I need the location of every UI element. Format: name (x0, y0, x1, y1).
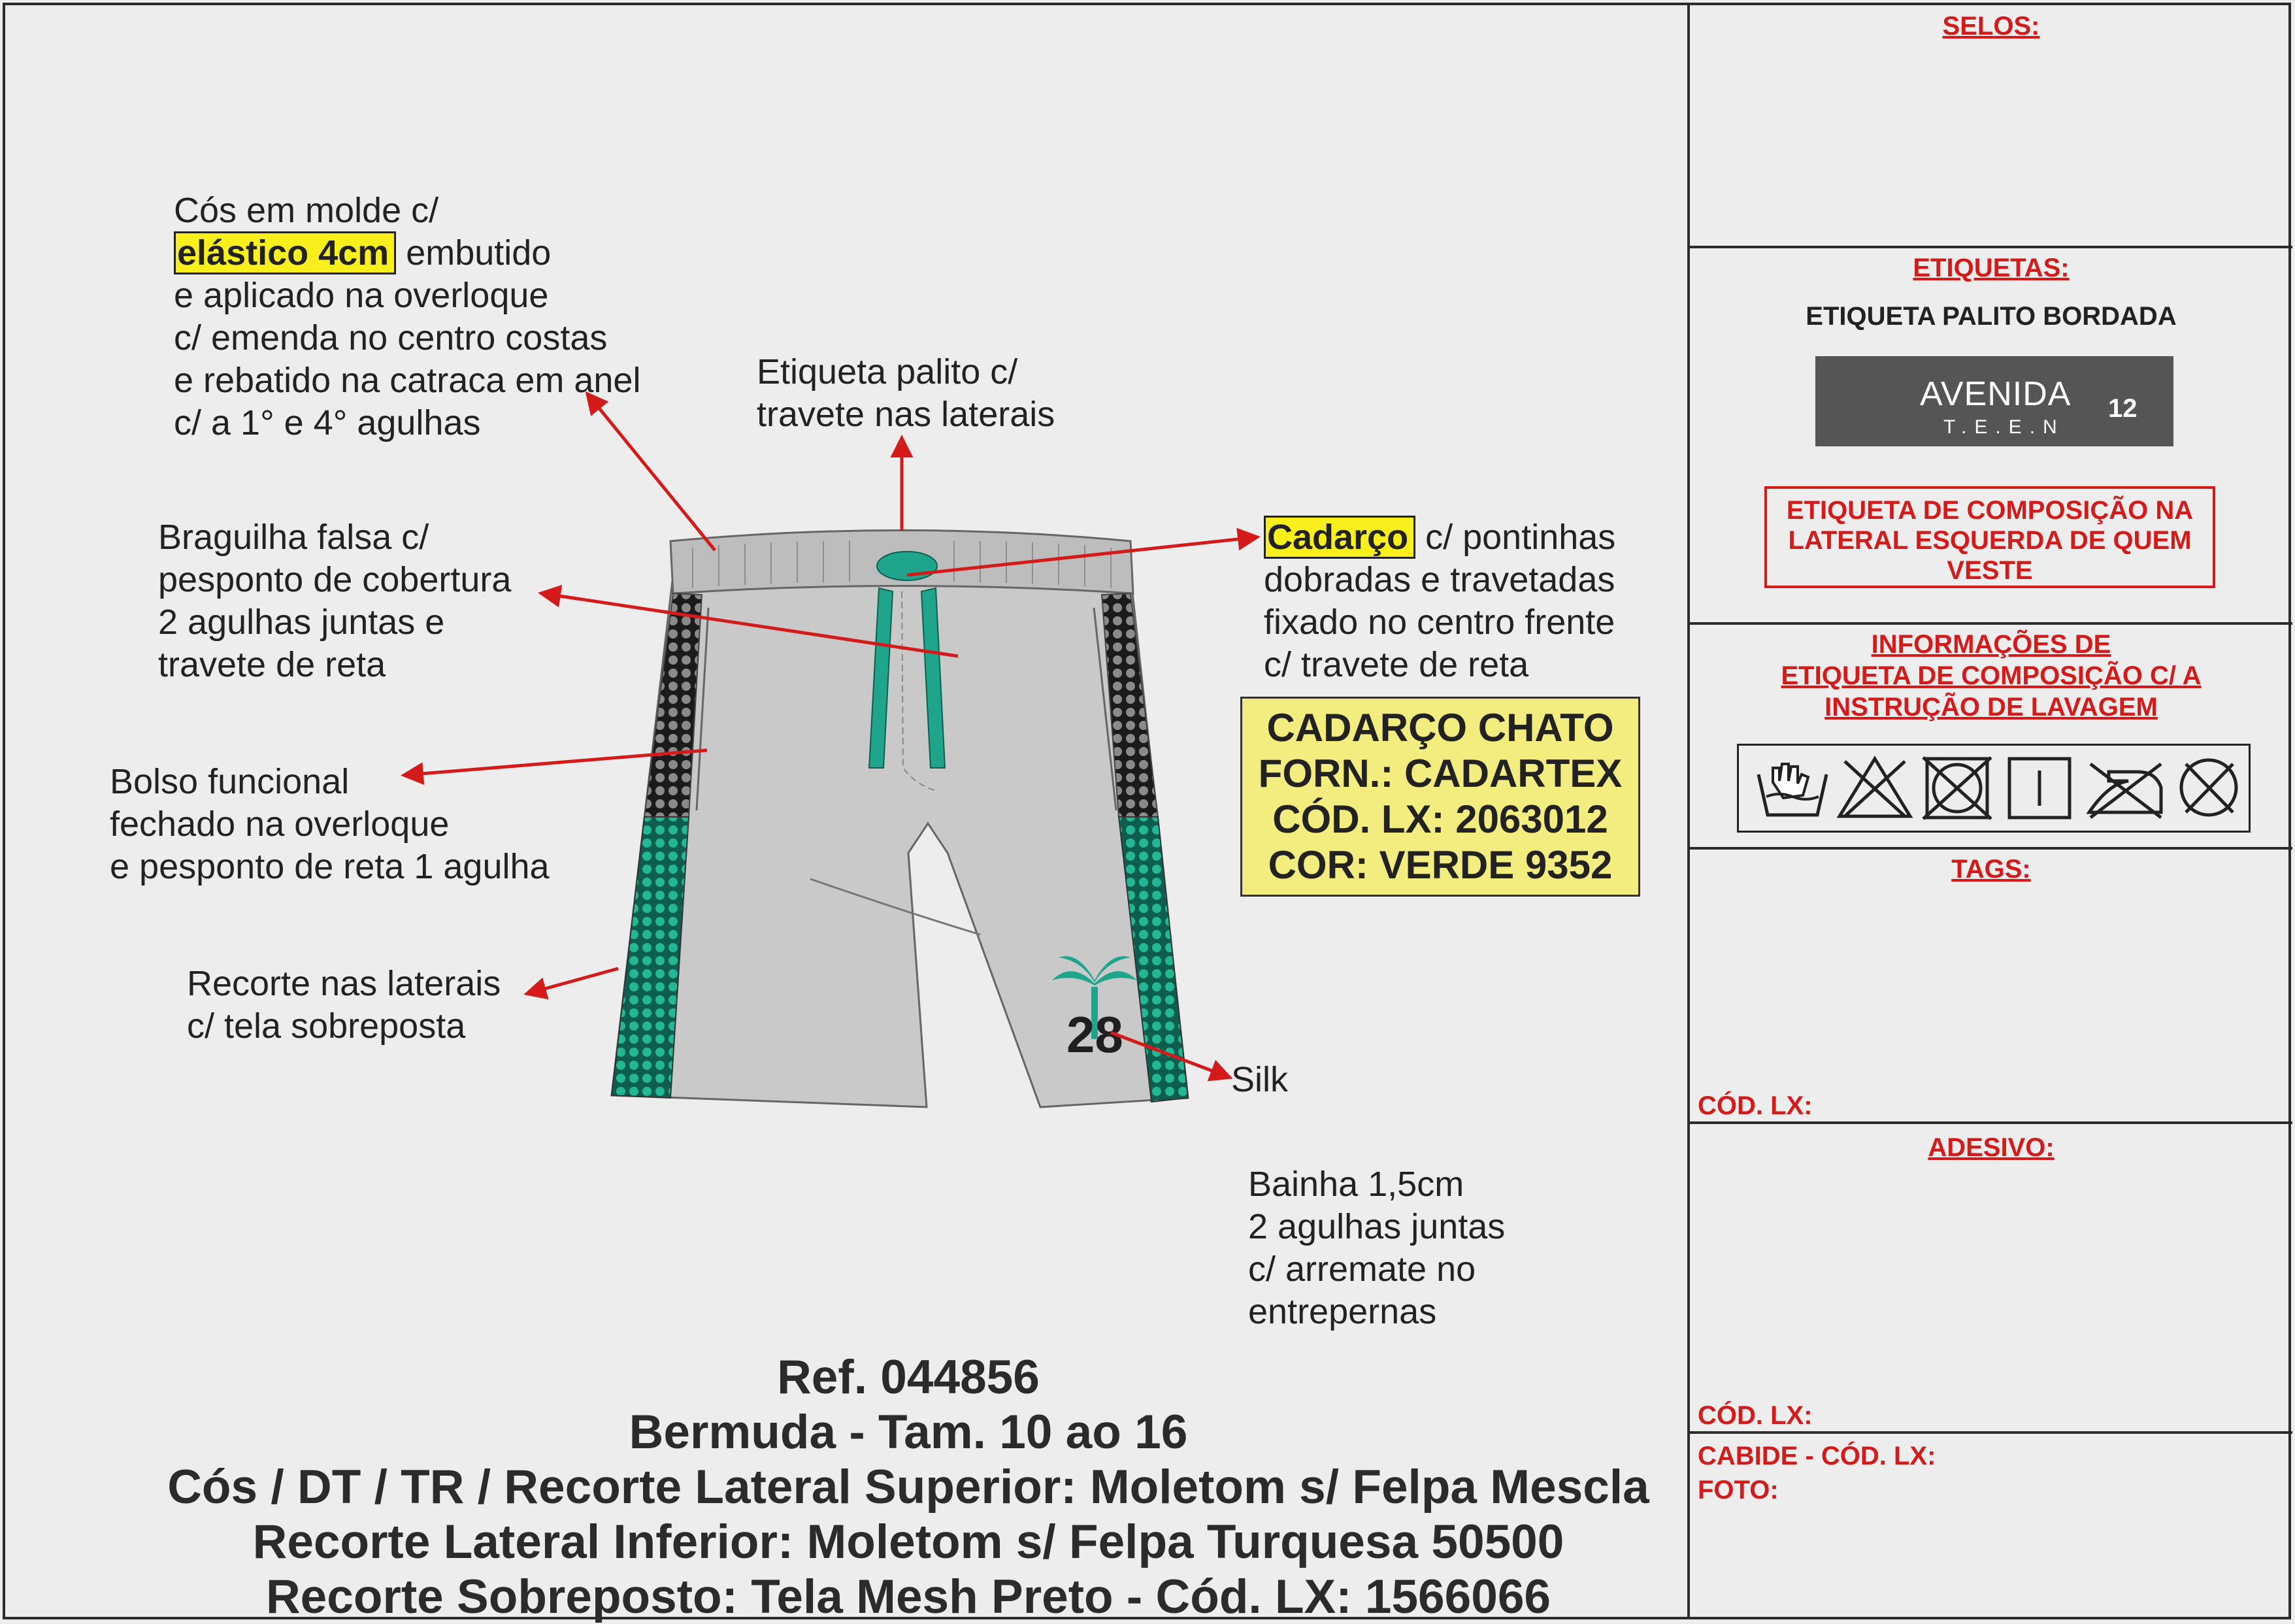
etiquetas-title: ETIQUETAS: (1913, 254, 2070, 282)
label-sub: T.E.E.N (1943, 416, 2065, 438)
note-cos: Cós em molde c/ elástico 4cm embutido e aplicado na overloque c/ emenda no centro costas e rebatido na catraca em anel c/ a 1° e 4° agulhas (174, 191, 641, 442)
do-not-bleach-icon (1836, 755, 1914, 820)
note-recorte: Recorte nas laterais c/ tela sobreposta (187, 964, 501, 1046)
composicao-box: ETIQUETA DE COMPOSIÇÃO NA LATERAL ESQUERDA DE QUEM VESTE (1764, 486, 2215, 588)
note-cadarco: Cadarço c/ pontinhas dobradas e travetadas fixado no centro frente c/ travete de reta (1264, 516, 1615, 686)
cabide-cod-lx: CABIDE - CÓD. LX: (1698, 1442, 1936, 1470)
silk-number: 28 (1066, 1006, 1123, 1063)
note-braguilha: Braguilha falsa c/ pesponto de cobertura 2 agulhas juntas e travete de reta (158, 518, 512, 684)
panel-divider-selos (1687, 246, 2292, 248)
label-size: 12 (2108, 394, 2138, 423)
reference-number: Ref. 044856 (777, 1351, 1040, 1404)
panel-divider-etiquetas (1687, 622, 2292, 625)
fabric-line-1: Cós / DT / TR / Recorte Lateral Superior: Moletom s/ Felpa Mescla (167, 1461, 1649, 1514)
brand-label (1815, 356, 2173, 446)
foto-label: FOTO: (1698, 1476, 1779, 1504)
hand-wash-icon (1753, 755, 1832, 820)
adesivo-cod-lx: CÓD. LX: (1698, 1401, 1813, 1430)
product-name: Bermuda - Tam. 10 ao 16 (629, 1406, 1188, 1459)
fabric-line-2: Recorte Lateral Inferior: Moletom s/ Felpa Turquesa 50500 (252, 1516, 1564, 1568)
do-not-dry-clean-icon (2173, 755, 2245, 820)
info-title-2: ETIQUETA DE COMPOSIÇÃO C/ A (1781, 661, 2202, 690)
panel-divider-info (1687, 847, 2292, 850)
cadarco-spec-box: CADARÇO CHATO FORN.: CADARTEX CÓD. LX: 2063012 COR: VERDE 9352 (1240, 697, 1640, 897)
tags-title: TAGS: (1951, 855, 2031, 884)
drawstring-knot (877, 552, 937, 580)
do-not-iron-icon (2083, 755, 2168, 820)
adesivo-title: ADESIVO: (1928, 1133, 2055, 1162)
note-silk: Silk (1231, 1060, 1289, 1099)
label-brand: AVENIDA (1920, 375, 2072, 413)
note-bainha: Bainha 1,5cm 2 agulhas juntas c/ arremate no entrepernas (1248, 1165, 1506, 1331)
info-title-1: INFORMAÇÕES DE (1871, 630, 2111, 659)
tags-cod-lx: CÓD. LX: (1698, 1091, 1813, 1120)
do-not-tumble-dry-icon (1918, 755, 1996, 820)
fabric-line-3: Recorte Sobreposto: Tela Mesh Preto - Cód. LX: 1566066 (265, 1570, 1551, 1623)
note-etiqueta-palito: Etiqueta palito c/ travete nas laterais (757, 352, 1055, 434)
selos-title: SELOS: (1942, 12, 2040, 41)
line-dry-icon (2000, 755, 2079, 820)
wash-care-symbols (1737, 744, 2251, 833)
note-bolso: Bolso funcional fechado na overloque e pesponto de reta 1 agulha (110, 762, 550, 886)
info-title-3: INSTRUÇÃO DE LAVAGEM (1824, 693, 2158, 721)
etiqueta-palito-text: ETIQUETA PALITO BORDADA (1806, 302, 2177, 331)
